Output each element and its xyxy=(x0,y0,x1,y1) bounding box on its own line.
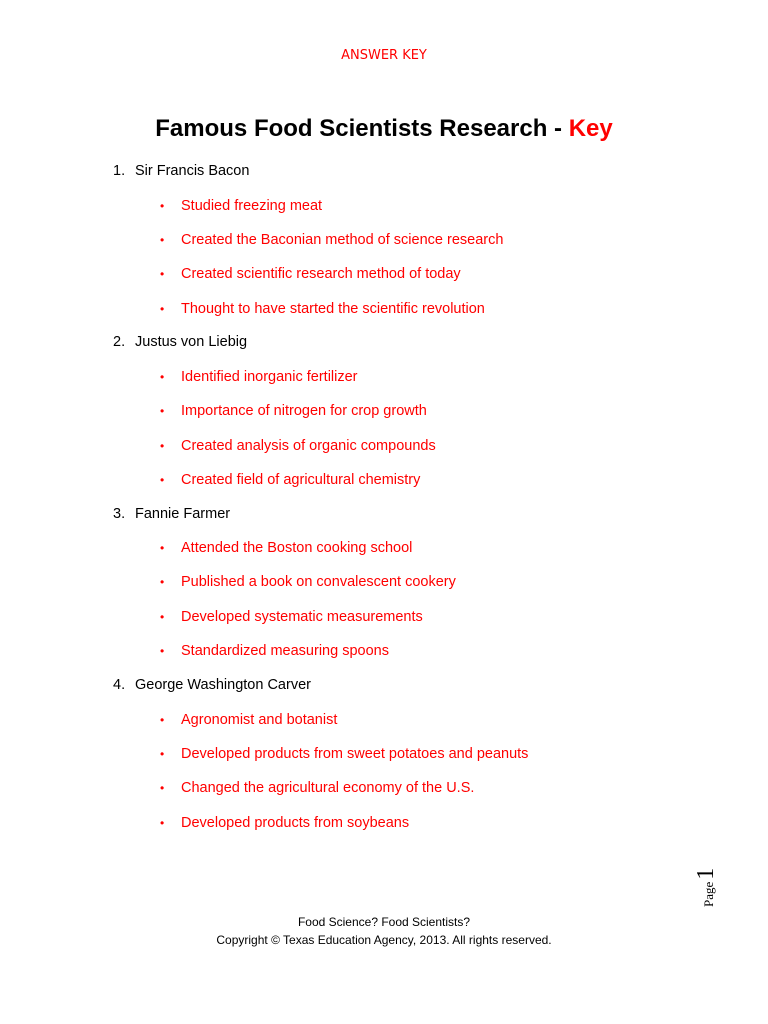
fact-item xyxy=(160,197,322,215)
scientist-item-1 xyxy=(113,162,249,180)
fact-text: Attended the Boston cooking school xyxy=(181,540,413,556)
fact-text: Changed the agricultural economy of the U.S. xyxy=(181,780,475,796)
answer-key-header: ANSWER KEY xyxy=(341,48,427,63)
page-title xyxy=(0,112,768,146)
bullet-icon: • xyxy=(160,644,165,658)
fact-text: Importance of nitrogen for crop growth xyxy=(181,403,427,419)
fact-text: Thought to have started the scientific revolution xyxy=(181,301,485,317)
bullet-icon: • xyxy=(160,404,165,418)
fact-item xyxy=(160,402,427,420)
fact-text: Studied freezing meat xyxy=(181,198,323,214)
bullet-icon: • xyxy=(160,575,165,589)
scientist-name: Fannie Farmer xyxy=(135,506,231,522)
fact-text: Developed systematic measurements xyxy=(181,609,423,625)
bullet-icon: • xyxy=(160,233,165,247)
bullet-icon: • xyxy=(160,816,165,830)
fact-text: Identified inorganic fertilizer xyxy=(181,369,358,385)
bullet-icon: • xyxy=(160,541,165,555)
title-main: Famous Food Scientists Research - xyxy=(155,115,569,142)
fact-text: Developed products from sweet potatoes and peanuts xyxy=(181,746,529,762)
scientist-number: 4. xyxy=(113,677,126,693)
fact-item xyxy=(160,642,389,660)
fact-item xyxy=(160,437,436,455)
page-number: 1 xyxy=(693,867,719,880)
bullet-icon: • xyxy=(160,370,165,384)
page-number-label xyxy=(693,862,738,912)
footer-line-1: Food Science? Food Scientists? xyxy=(297,915,471,929)
scientist-name: Sir Francis Bacon xyxy=(135,163,250,179)
fact-text: Published a book on convalescent cookery xyxy=(181,574,456,590)
scientist-item-2 xyxy=(113,333,247,351)
scientist-number: 1. xyxy=(113,163,126,179)
scientist-name: Justus von Liebig xyxy=(135,334,248,350)
page-word: Page xyxy=(701,881,716,907)
fact-item xyxy=(160,608,423,626)
scientist-number: 2. xyxy=(113,334,126,350)
scientist-item-4 xyxy=(113,676,311,694)
fact-text: Created scientific research method of today xyxy=(181,266,461,282)
fact-text: Created analysis of organic compounds xyxy=(181,438,436,454)
fact-text: Developed products from soybeans xyxy=(181,815,410,831)
fact-item xyxy=(160,265,461,283)
title-key: Key xyxy=(568,115,613,142)
fact-item xyxy=(160,539,412,557)
bullet-icon: • xyxy=(160,747,165,761)
fact-text: Created field of agricultural chemistry xyxy=(181,472,421,488)
fact-item xyxy=(160,779,474,797)
bullet-icon: • xyxy=(160,713,165,727)
fact-item xyxy=(160,300,485,318)
fact-item xyxy=(160,471,420,489)
fact-item xyxy=(160,368,358,386)
fact-item xyxy=(160,573,456,591)
bullet-icon: • xyxy=(160,267,165,281)
fact-text: Standardized measuring spoons xyxy=(181,643,389,659)
fact-text: Created the Baconian method of science research xyxy=(181,232,504,248)
bullet-icon: • xyxy=(160,610,165,624)
bullet-icon: • xyxy=(160,781,165,795)
fact-item xyxy=(160,814,409,832)
fact-text: Agronomist and botanist xyxy=(181,712,338,728)
fact-item xyxy=(160,745,528,763)
footer-copyright: Copyright © Texas Education Agency, 2013. All rights reserved. xyxy=(216,933,552,947)
scientist-number: 3. xyxy=(113,506,126,522)
scientist-name: George Washington Carver xyxy=(135,677,311,693)
fact-item xyxy=(160,231,503,249)
bullet-icon: • xyxy=(160,439,165,453)
bullet-icon: • xyxy=(160,199,165,213)
bullet-icon: • xyxy=(160,302,165,316)
scientist-item-3 xyxy=(113,505,230,523)
bullet-icon: • xyxy=(160,473,165,487)
fact-item xyxy=(160,711,337,729)
